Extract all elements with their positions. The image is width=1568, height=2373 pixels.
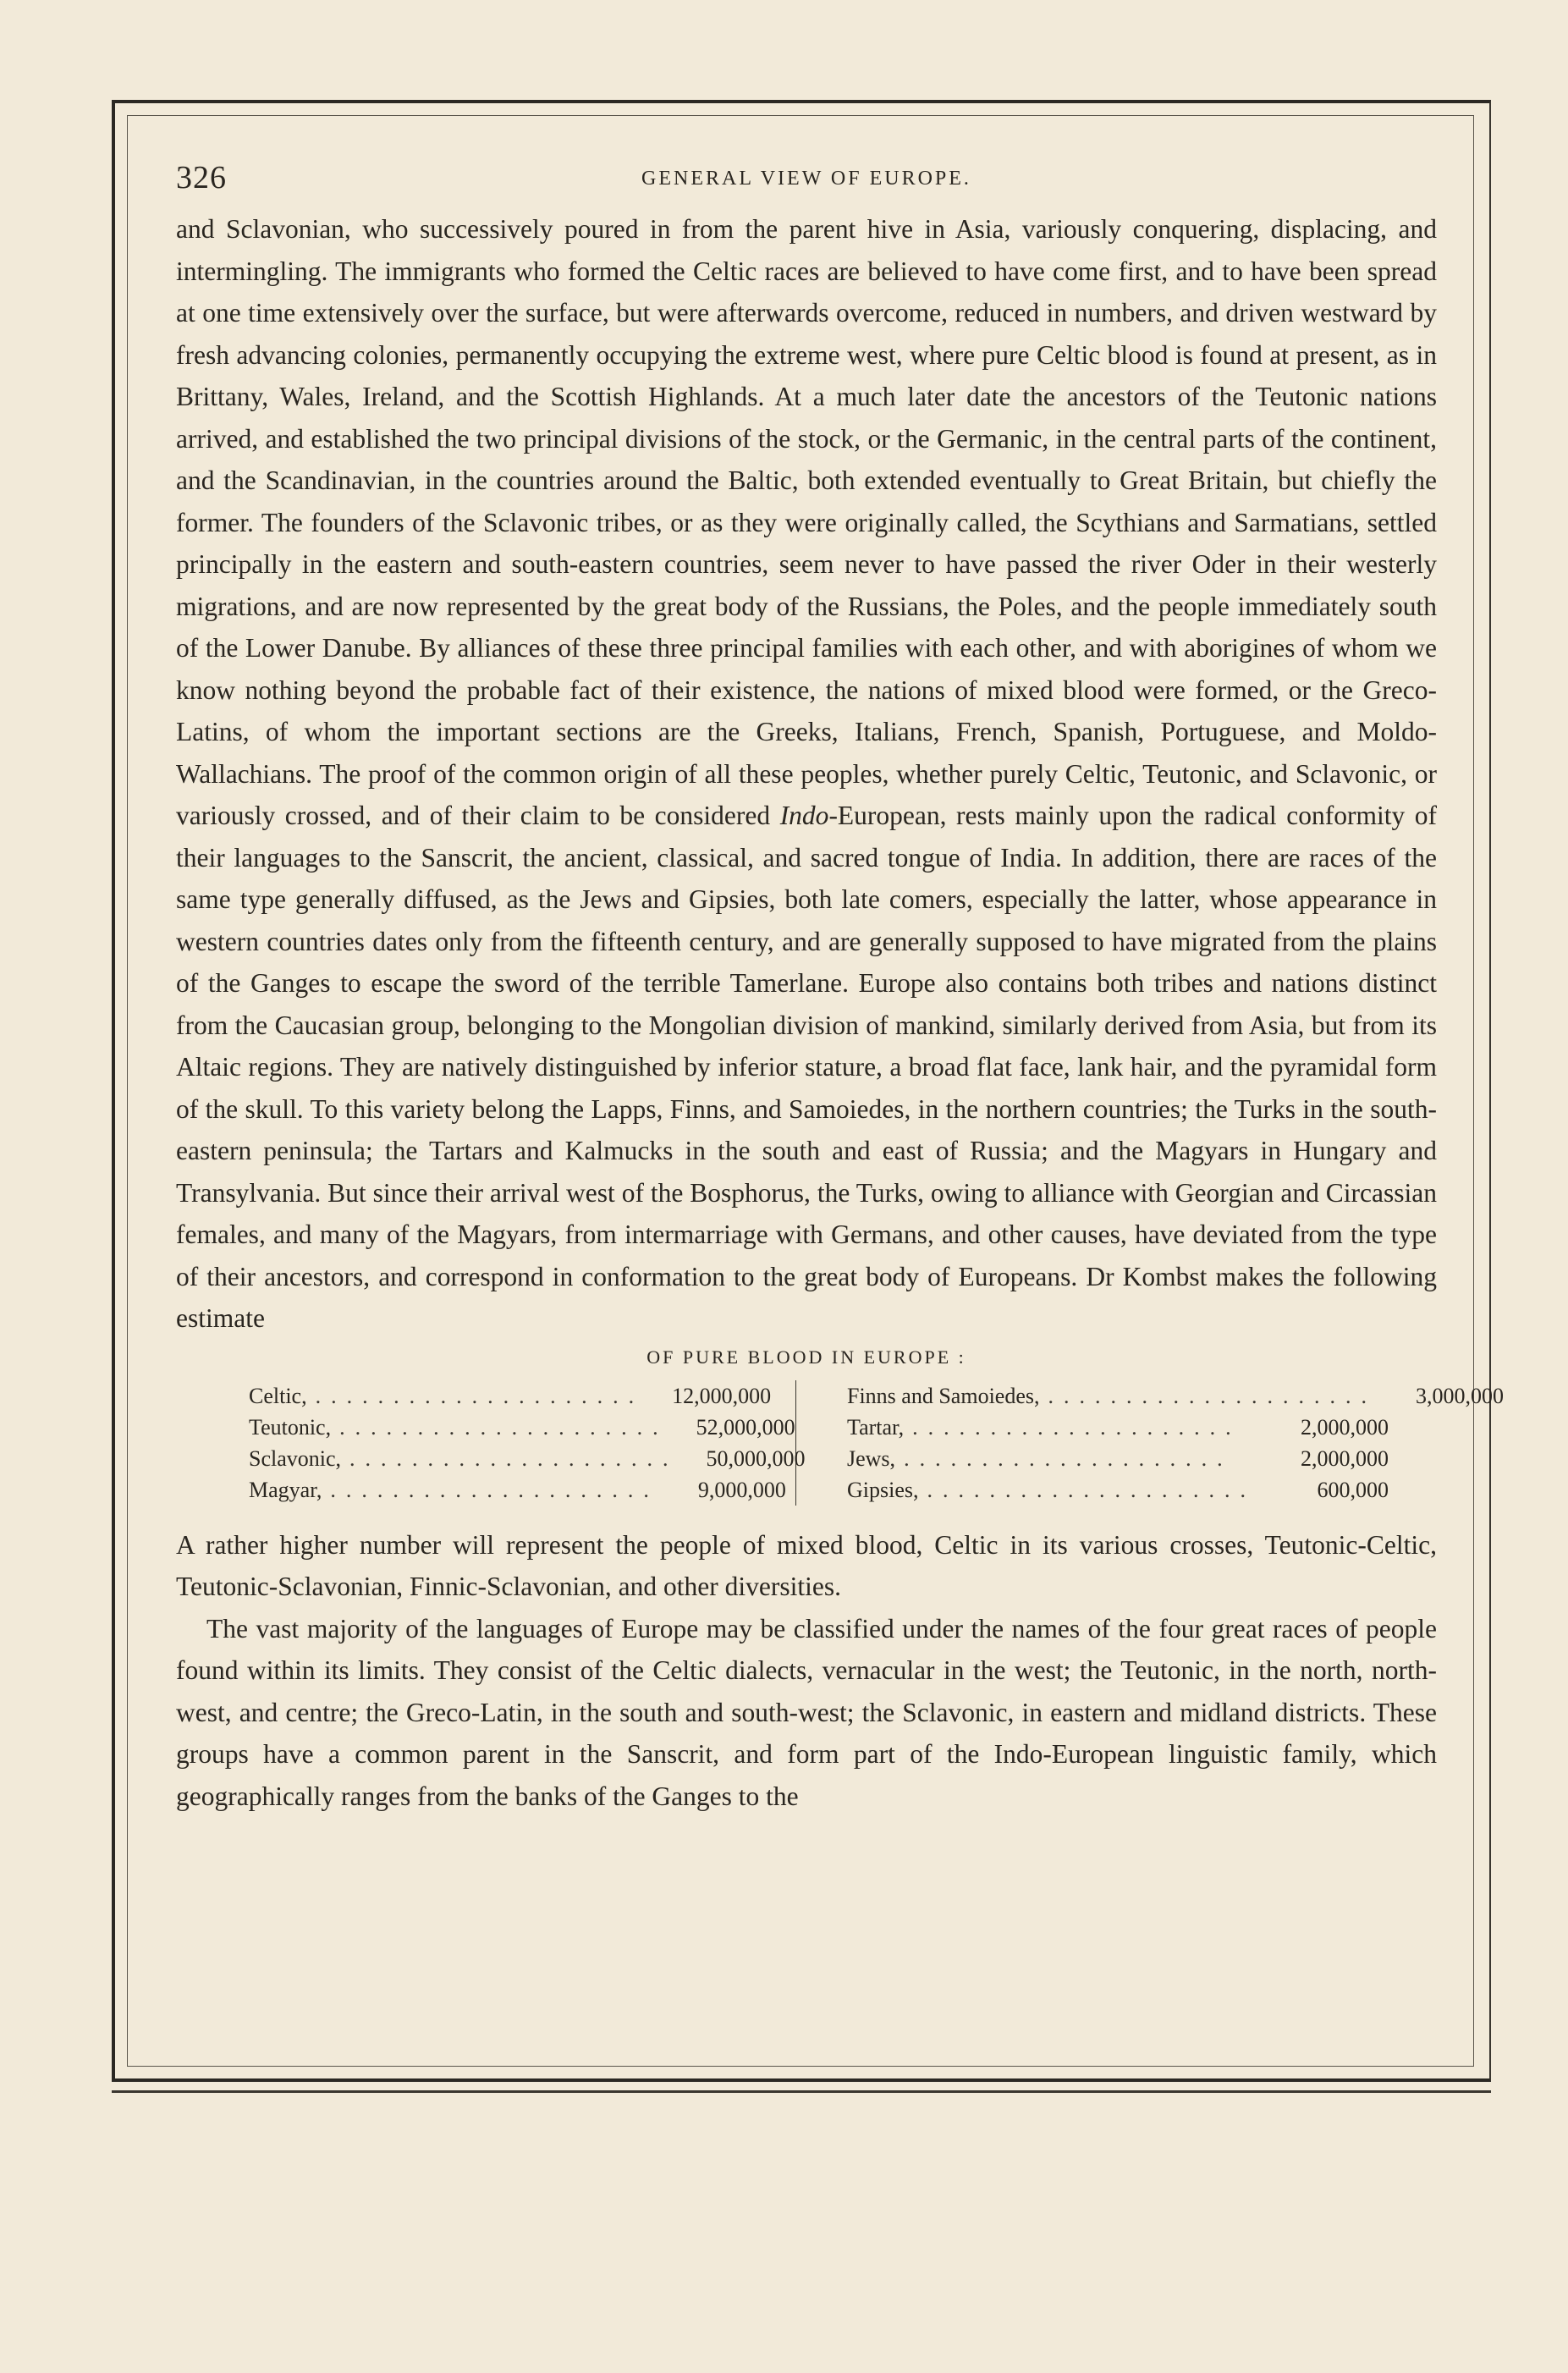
estimate-row — [249, 1474, 786, 1506]
population-value: 9,000,000 — [697, 1477, 786, 1502]
leader-dots: ..................... — [315, 1383, 645, 1408]
race-name: Sclavonic, — [249, 1445, 342, 1471]
estimate-row — [249, 1380, 772, 1412]
estimate-row — [249, 1412, 795, 1443]
page-header — [176, 152, 1437, 208]
estimate-row — [847, 1443, 1389, 1474]
population-value: 3,000,000 — [1416, 1383, 1504, 1408]
running-title: GENERAL VIEW OF EUROPE. — [641, 168, 971, 190]
paragraph-mixed-blood: A rather higher number will represent the people of mixed blood, Celtic in its various crosses, Teutonic-Celtic, Teutonic-Sclavonian, Finnic-Sclavonian, and other diversities. — [176, 1529, 1437, 1601]
race-name: Finns and Samoiedes, — [847, 1383, 1040, 1408]
population-value: 50,000,000 — [706, 1445, 806, 1471]
race-name: Celtic, — [249, 1383, 307, 1408]
page-content — [176, 152, 1504, 1817]
population-value: 600,000 — [1317, 1477, 1389, 1502]
estimate-row — [249, 1443, 806, 1474]
estimate-table-caption: OF PURE BLOOD IN EUROPE : — [646, 1346, 966, 1368]
race-name: Teutonic, — [249, 1414, 332, 1440]
estimate-row — [847, 1380, 1504, 1412]
race-name: Jews, — [847, 1445, 896, 1471]
race-name: Magyar, — [249, 1477, 322, 1502]
estimate-table — [249, 1380, 1504, 1506]
leader-dots: ..................... — [1048, 1383, 1377, 1408]
paragraph-text-part-2: -European, rests mainly upon the radical conformity of their languages to the Sanscrit, the ancient, classical, and sacred tongue of India. In addition, there are races of the same type generally diffused, as the Jews and Gipsies, both late comers, especially the latter, whose appearance in western countries dates only from the fifteenth century, and are generally supposed to have migrated from the plains of the Ganges to escape the sword of the terrible Tamerlane. Europe also contains both tribes and nations distinct from the Caucasian group, belonging to the Mongolian division of mankind, similarly derived from Asia, but from its Altaic regions. They are natively distinguished by inferior stature, a broad flat face, lank hair, and the pyramidal form of the skull. To this variety belong the Lapps, Finns, and Samoiedes, in the northern countries; the Turks in the south-eastern peninsula; the Tartars and Kalmucks in the south and east of Russia; and the Magyars in Hungary and Transylvania. But since their arrival west of the Bosphorus, the Turks, owing to alliance with Georgian and Circassian females, and many of the Magyars, from intermarriage with Germans, and other causes, have deviated from the type of their ancestors, and correspond in conformation to the great body of Europeans. Dr Kombst makes the following estimate — [176, 801, 1437, 1333]
estimate-column-left — [249, 1380, 806, 1506]
paragraph-text-part-1: and Sclavonian, who successively poured in from the parent hive in Asia, variously conquering, displacing, and intermingling. The immigrants who formed the Celtic races are believed to have come first, and to have been spread at one time extensively over the surface, but were afterwards overcome, reduced in numbers, and driven westward by fresh advancing colonies, permanently occupying the extreme west, where pure Celtic blood is found at present, as in Brittany, Wales, Ireland, and the Scottish Highlands. At a much later date the ancestors of the Teutonic nations arrived, and established the two principal divisions of the stock, or the Germanic, in the central parts of the continent, and the Scandinavian, in the countries around the Baltic, both extended eventually to Great Britain, but chiefly the former. The founders of the Sclavonic tribes, or as they were originally called, the Scythians and Sarmatians, settled principally in the eastern and south-eastern countries, seem never to have passed the river Oder in their westerly migrations, and are now represented by the great body of the Russians, the Poles, and the people immediately south of the Lower Danube. By alliances of these three principal families with each other, and with aborigines of whom we know nothing beyond the probable fact of their existence, the nations of mixed blood were formed, or the Greco-Latins, of whom the important sections are the Greeks, Italians, French, Spanish, Portuguese, and Moldo-Wallachians. The proof of the common origin of all these peoples, whether purely Celtic, Teutonic, and Sclavonic, or variously crossed, and of their claim to be considered — [176, 214, 1437, 830]
paragraph-races-origin — [176, 208, 1437, 1340]
italic-indo: Indo — [779, 801, 829, 830]
estimate-row — [847, 1412, 1389, 1443]
paragraph-languages: The vast majority of the languages of Europe may be classified under the names of the four great races of people found within its limits. They consist of the Celtic dialects, vernacular in the west; the Teutonic, in the north, north-west, and centre; the Greco-Latin, in the south and south-west; the Sclavonic, in eastern and midland districts. These groups have a common parent in the Sanscrit, and form part of the Indo-European linguistic family, which geographically ranges from the banks of the Ganges to the — [176, 1613, 1437, 1811]
leader-dots: ..................... — [912, 1414, 1241, 1440]
population-value: 52,000,000 — [696, 1414, 795, 1440]
population-value: 2,000,000 — [1301, 1414, 1389, 1440]
leader-dots: ..................... — [349, 1445, 679, 1471]
race-name: Tartar, — [847, 1414, 905, 1440]
bottom-rule — [112, 2090, 1491, 2093]
leader-dots: ..................... — [330, 1477, 659, 1502]
leader-dots: ..................... — [339, 1414, 668, 1440]
race-name: Gipsies, — [847, 1477, 919, 1502]
leader-dots: ..................... — [904, 1445, 1233, 1471]
population-value: 12,000,000 — [672, 1383, 772, 1408]
estimate-column-right — [796, 1380, 1504, 1506]
estimate-row — [847, 1474, 1389, 1506]
population-value: 2,000,000 — [1301, 1445, 1389, 1471]
page-number: 326 — [176, 160, 227, 195]
leader-dots: ..................... — [927, 1477, 1256, 1502]
